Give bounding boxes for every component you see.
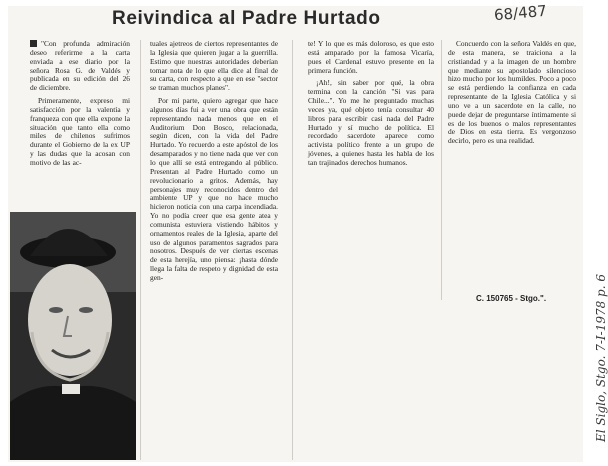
- margin-note-text: El Siglo, Stgo. 7-I-1978 p. 6: [594, 274, 608, 442]
- archive-stamp: 68/487: [493, 1, 548, 25]
- paragraph: te! Y lo que es más doloroso, es que esto está amparado por la famosa Vicaría, pues el Cardenal estuvo presente en la primera función.: [308, 39, 434, 75]
- column-3: [308, 40, 434, 280]
- column-4: [448, 40, 576, 270]
- column-rule: [140, 40, 141, 460]
- paragraph: ¡Ah!, sin saber por qué, la obra termina con la canción "Si vas para Chile...". Yo me he preguntado muchas veces ya, qué objeto tenía consultar 40 libros para escribir casi nada del Padre Hurtado y sí mucho de política. El recordado sacerdote aparece como activista político frente a un grupo de jóvenes, a quienes hasta les habla de los tan trajinados derechos humanos.: [308, 78, 434, 167]
- priest-portrait-photo: [10, 212, 136, 460]
- paragraph: Primeramente, expreso mi satisfacción por la valentía y franqueza con que ella expone la situación que tanto ella como miles de chilenos sufrimos durante el Gobierno de la ex UP y las dudas que la acosan con motivo de las ac-: [30, 96, 130, 167]
- paragraph: [30, 40, 130, 93]
- paragraph: tuales ajetreos de ciertos representantes de la Iglesia que quieren jugar a la guerrilla. Estimo que nuestras autoridades deberían tomar nota de lo que ella dice al final de su carta, con respecto a que en ese "sector se traman muchos planes".: [150, 39, 278, 93]
- bullet-icon: [30, 40, 37, 47]
- margin-note: [578, 70, 608, 460]
- column-2: [150, 40, 278, 460]
- portrait-image: [10, 212, 136, 460]
- column-1: [30, 40, 130, 208]
- column-rule: [292, 40, 293, 460]
- author-credit: C. 150765 - Stgo.".: [476, 294, 547, 303]
- column-rule: [441, 40, 442, 300]
- paragraph-text: "Con profunda admiración deseo referirme a la carta enviada a ese diario por la señora Rosa G. de Valdés y publicada en su edición del 26 de diciembre.: [30, 39, 130, 93]
- paragraph: Por mi parte, quiero agregar que hace algunos días fui a ver una obra que están representando nada menos que en el Auditorium Don Bosco, relacionada, según dicen, con la vida del Padre Hurtado. Yo recuerdo a este apóstol de los desamparados y no tiene nada que ver con lo que allí se está entregando al público. Presentan al Padre Hurtado como un revolucionario a gritos. Además, hay personajes muy reconocidos dentro del ambiente UP y que no hace mucho hicieron noticia con una carpa incendiada. Yo no podía creer que esa gente atea y comunista estuviera vistiendo hábitos y ornamentos reales de la Iglesia, aparte del uso de algunos paramentos sagrados para nosotros. Después de ver ciertas escenas de esta herejía, uno piensa: ¡hasta dónde llega la falta de respeto y dignidad de esta gen-: [150, 96, 278, 282]
- paragraph: Concuerdo con la señora Valdés en que, de esta manera, se traiciona a la cristiandad y a la imagen de un hombre que mediante su apostolado silencioso hizo mucho por los humildes. Poco a poco se está perdiendo la confianza en cada representante de la Iglesia Católica y si uno ve a un sacerdote en la calle, no puede dejar de preguntarse íntimamente si es de los buenos o malos representantes de Dios en esta tierra. Es vergonzoso decirlo, pero es una realidad.: [448, 39, 576, 146]
- headline: Reivindica al Padre Hurtado: [112, 8, 381, 29]
